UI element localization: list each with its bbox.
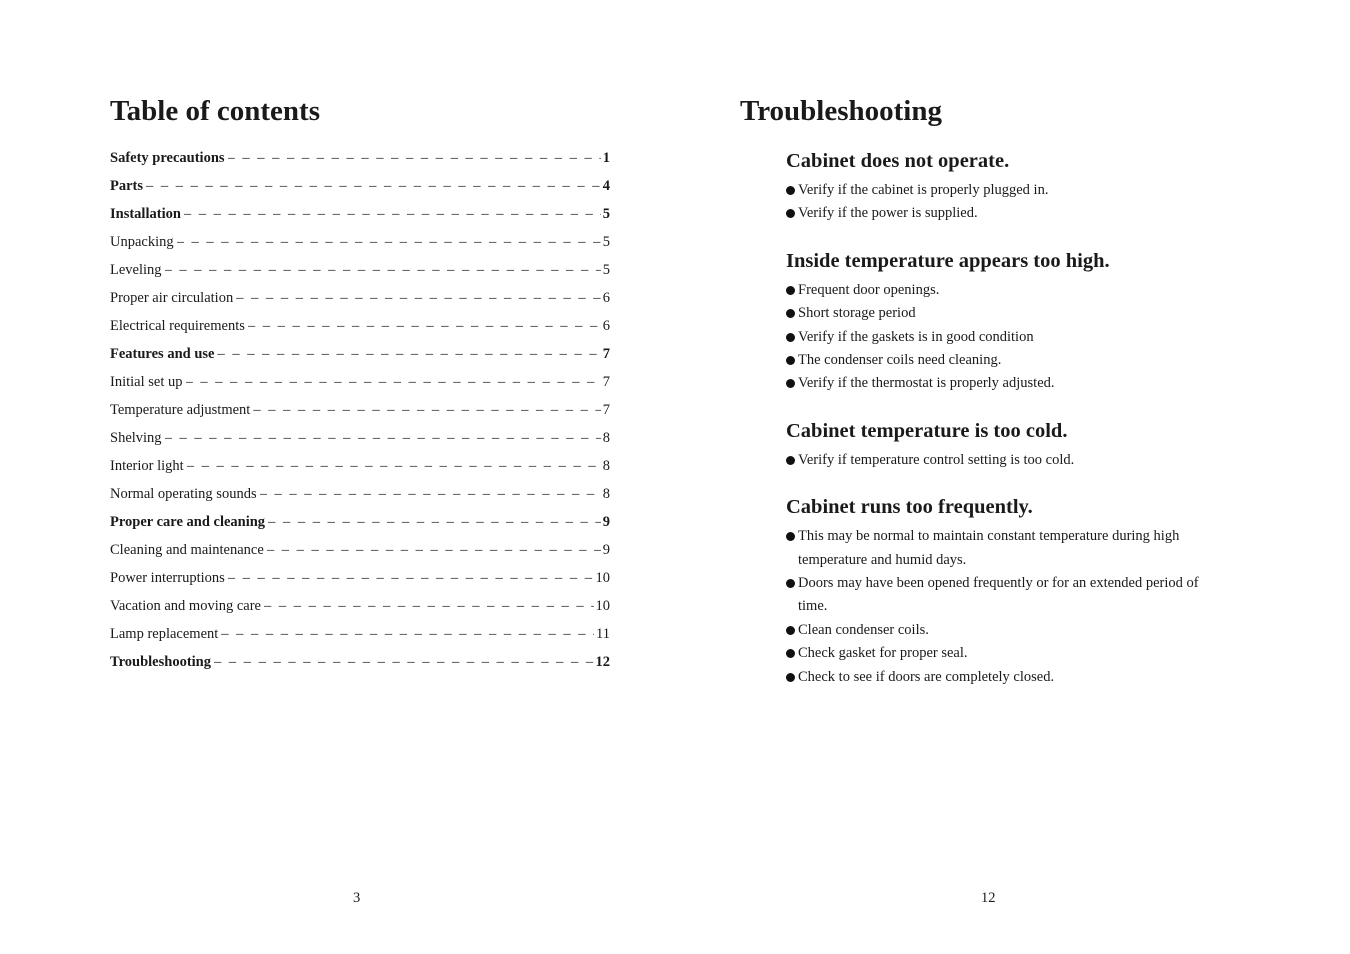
toc-entry-page: 7 [602,374,610,390]
trouble-section [786,250,1210,396]
toc-entry[interactable] [110,402,610,430]
bullet-item: Verify if the cabinet is properly plugged in. [786,179,1210,202]
toc-entry-label: Vacation and moving care [110,598,261,614]
toc-entry-page: 12 [595,654,610,670]
toc-entry-label: Parts [110,178,144,194]
toc-entry[interactable] [110,150,610,178]
toc-list [110,150,610,682]
toc-leader [268,514,601,531]
toc-entry-page: 1 [602,150,610,166]
bullet-item: The condenser coils need cleaning. [786,349,1210,372]
toc-entry[interactable] [110,542,610,570]
section-items [786,179,1210,226]
toc-entry[interactable] [110,626,610,654]
toc-entry[interactable] [110,514,610,542]
toc-leader [165,262,601,279]
bullet-item: This may be normal to maintain constant temperature during high temperature and humid days. [786,525,1210,572]
bullet-item: Short storage period [786,302,1210,325]
toc-entry-label: Leveling [110,262,162,278]
toc-leader [260,486,601,503]
toc-entry-label: Cleaning and maintenance [110,542,264,558]
toc-leader [214,654,594,671]
toc-entry-page: 6 [602,318,610,334]
bullet-item: Clean condenser coils. [786,619,1210,642]
section-heading: Inside temperature appears too high. [786,249,1110,272]
bullet-item: Verify if the gaskets is in good condition [786,326,1210,349]
toc-entry[interactable] [110,346,610,374]
toc-entry-label: Lamp replacement [110,626,219,642]
toc-leader [248,318,601,335]
troubleshooting-page [740,95,1210,713]
section-heading: Cabinet does not operate. [786,150,1010,172]
trouble-section [786,150,1210,226]
toc-entry-label: Features and use [110,346,215,362]
section-items [786,449,1210,472]
toc-entry-label: Safety precautions [110,150,225,166]
toc-entry-label: Installation [110,206,181,222]
toc-leader [228,150,601,167]
bullet-item: Verify if the thermostat is properly adjusted. [786,372,1210,395]
toc-entry[interactable] [110,430,610,458]
toc-leader [217,346,600,363]
toc-entry[interactable] [110,318,610,346]
section-heading: Cabinet runs too frequently. [786,496,1033,519]
toc-entry-label: Unpacking [110,234,174,250]
toc-entry[interactable] [110,486,610,514]
toc-entry-page: 7 [602,346,610,362]
toc-entry-label: Initial set up [110,374,183,390]
bullet-item: Verify if temperature control setting is too cold. [786,449,1210,472]
bullet-item: Check gasket for proper seal. [786,642,1210,665]
toc-entry[interactable] [110,262,610,290]
toc-entry-page: 8 [602,430,610,446]
troubleshooting-title: Troubleshooting [740,95,942,127]
toc-leader [221,626,594,643]
toc-entry-label: Proper care and cleaning [110,514,266,530]
toc-entry[interactable] [110,570,610,598]
toc-entry-page: 10 [595,570,610,586]
page-number-left: 3 [353,890,361,906]
bullet-item: Doors may have been opened frequently or for an extended period of time. [786,572,1210,619]
toc-entry[interactable] [110,374,610,402]
toc-leader [253,402,600,419]
toc-leader [228,570,594,587]
toc-entry-page: 10 [595,598,610,614]
toc-entry-label: Interior light [110,458,184,474]
toc-entry-page: 4 [602,178,610,194]
toc-leader [184,206,601,223]
toc-entry-page: 6 [602,290,610,306]
toc-entry[interactable] [110,234,610,262]
section-items [786,279,1210,396]
toc-leader [187,458,601,475]
toc-entry-page: 5 [602,206,610,222]
troubleshooting-sections [740,150,1210,689]
toc-leader [264,598,594,615]
toc-entry-page: 11 [596,626,610,642]
toc-leader [236,290,601,307]
toc-entry-page: 9 [602,514,610,530]
toc-entry[interactable] [110,178,610,206]
toc-entry-label: Troubleshooting [110,654,211,670]
toc-entry-page: 7 [602,402,610,418]
toc-leader [267,542,601,559]
toc-entry-page: 5 [602,262,610,278]
toc-entry-label: Normal operating sounds [110,486,257,502]
toc-entry-page: 8 [602,458,610,474]
toc-leader [165,430,601,447]
toc-entry-label: Proper air circulation [110,290,234,306]
section-heading: Cabinet temperature is too cold. [786,419,1068,442]
toc-entry-label: Shelving [110,430,162,446]
toc-entry[interactable] [110,290,610,318]
page-number-right: 12 [981,890,996,906]
toc-entry[interactable] [110,598,610,626]
toc-entry-page: 9 [602,542,610,558]
bullet-item: Verify if the power is supplied. [786,202,1210,225]
toc-leader [186,374,601,391]
trouble-section [786,496,1210,689]
trouble-section [786,420,1210,472]
toc-entry-page: 8 [602,486,610,502]
toc-entry-label: Temperature adjustment [110,402,251,418]
toc-leader [177,234,601,251]
toc-entry-label: Electrical requirements [110,318,245,334]
toc-leader [146,178,601,195]
toc-entry[interactable] [110,654,610,682]
toc-title: Table of contents [110,95,320,127]
toc-page [110,95,610,682]
toc-entry[interactable] [110,458,610,486]
toc-entry-page: 5 [602,234,610,250]
section-items [786,525,1210,689]
bullet-item: Frequent door openings. [786,279,1210,302]
bullet-item: Check to see if doors are completely closed. [786,666,1210,689]
toc-entry[interactable] [110,206,610,234]
toc-entry-label: Power interruptions [110,570,225,586]
